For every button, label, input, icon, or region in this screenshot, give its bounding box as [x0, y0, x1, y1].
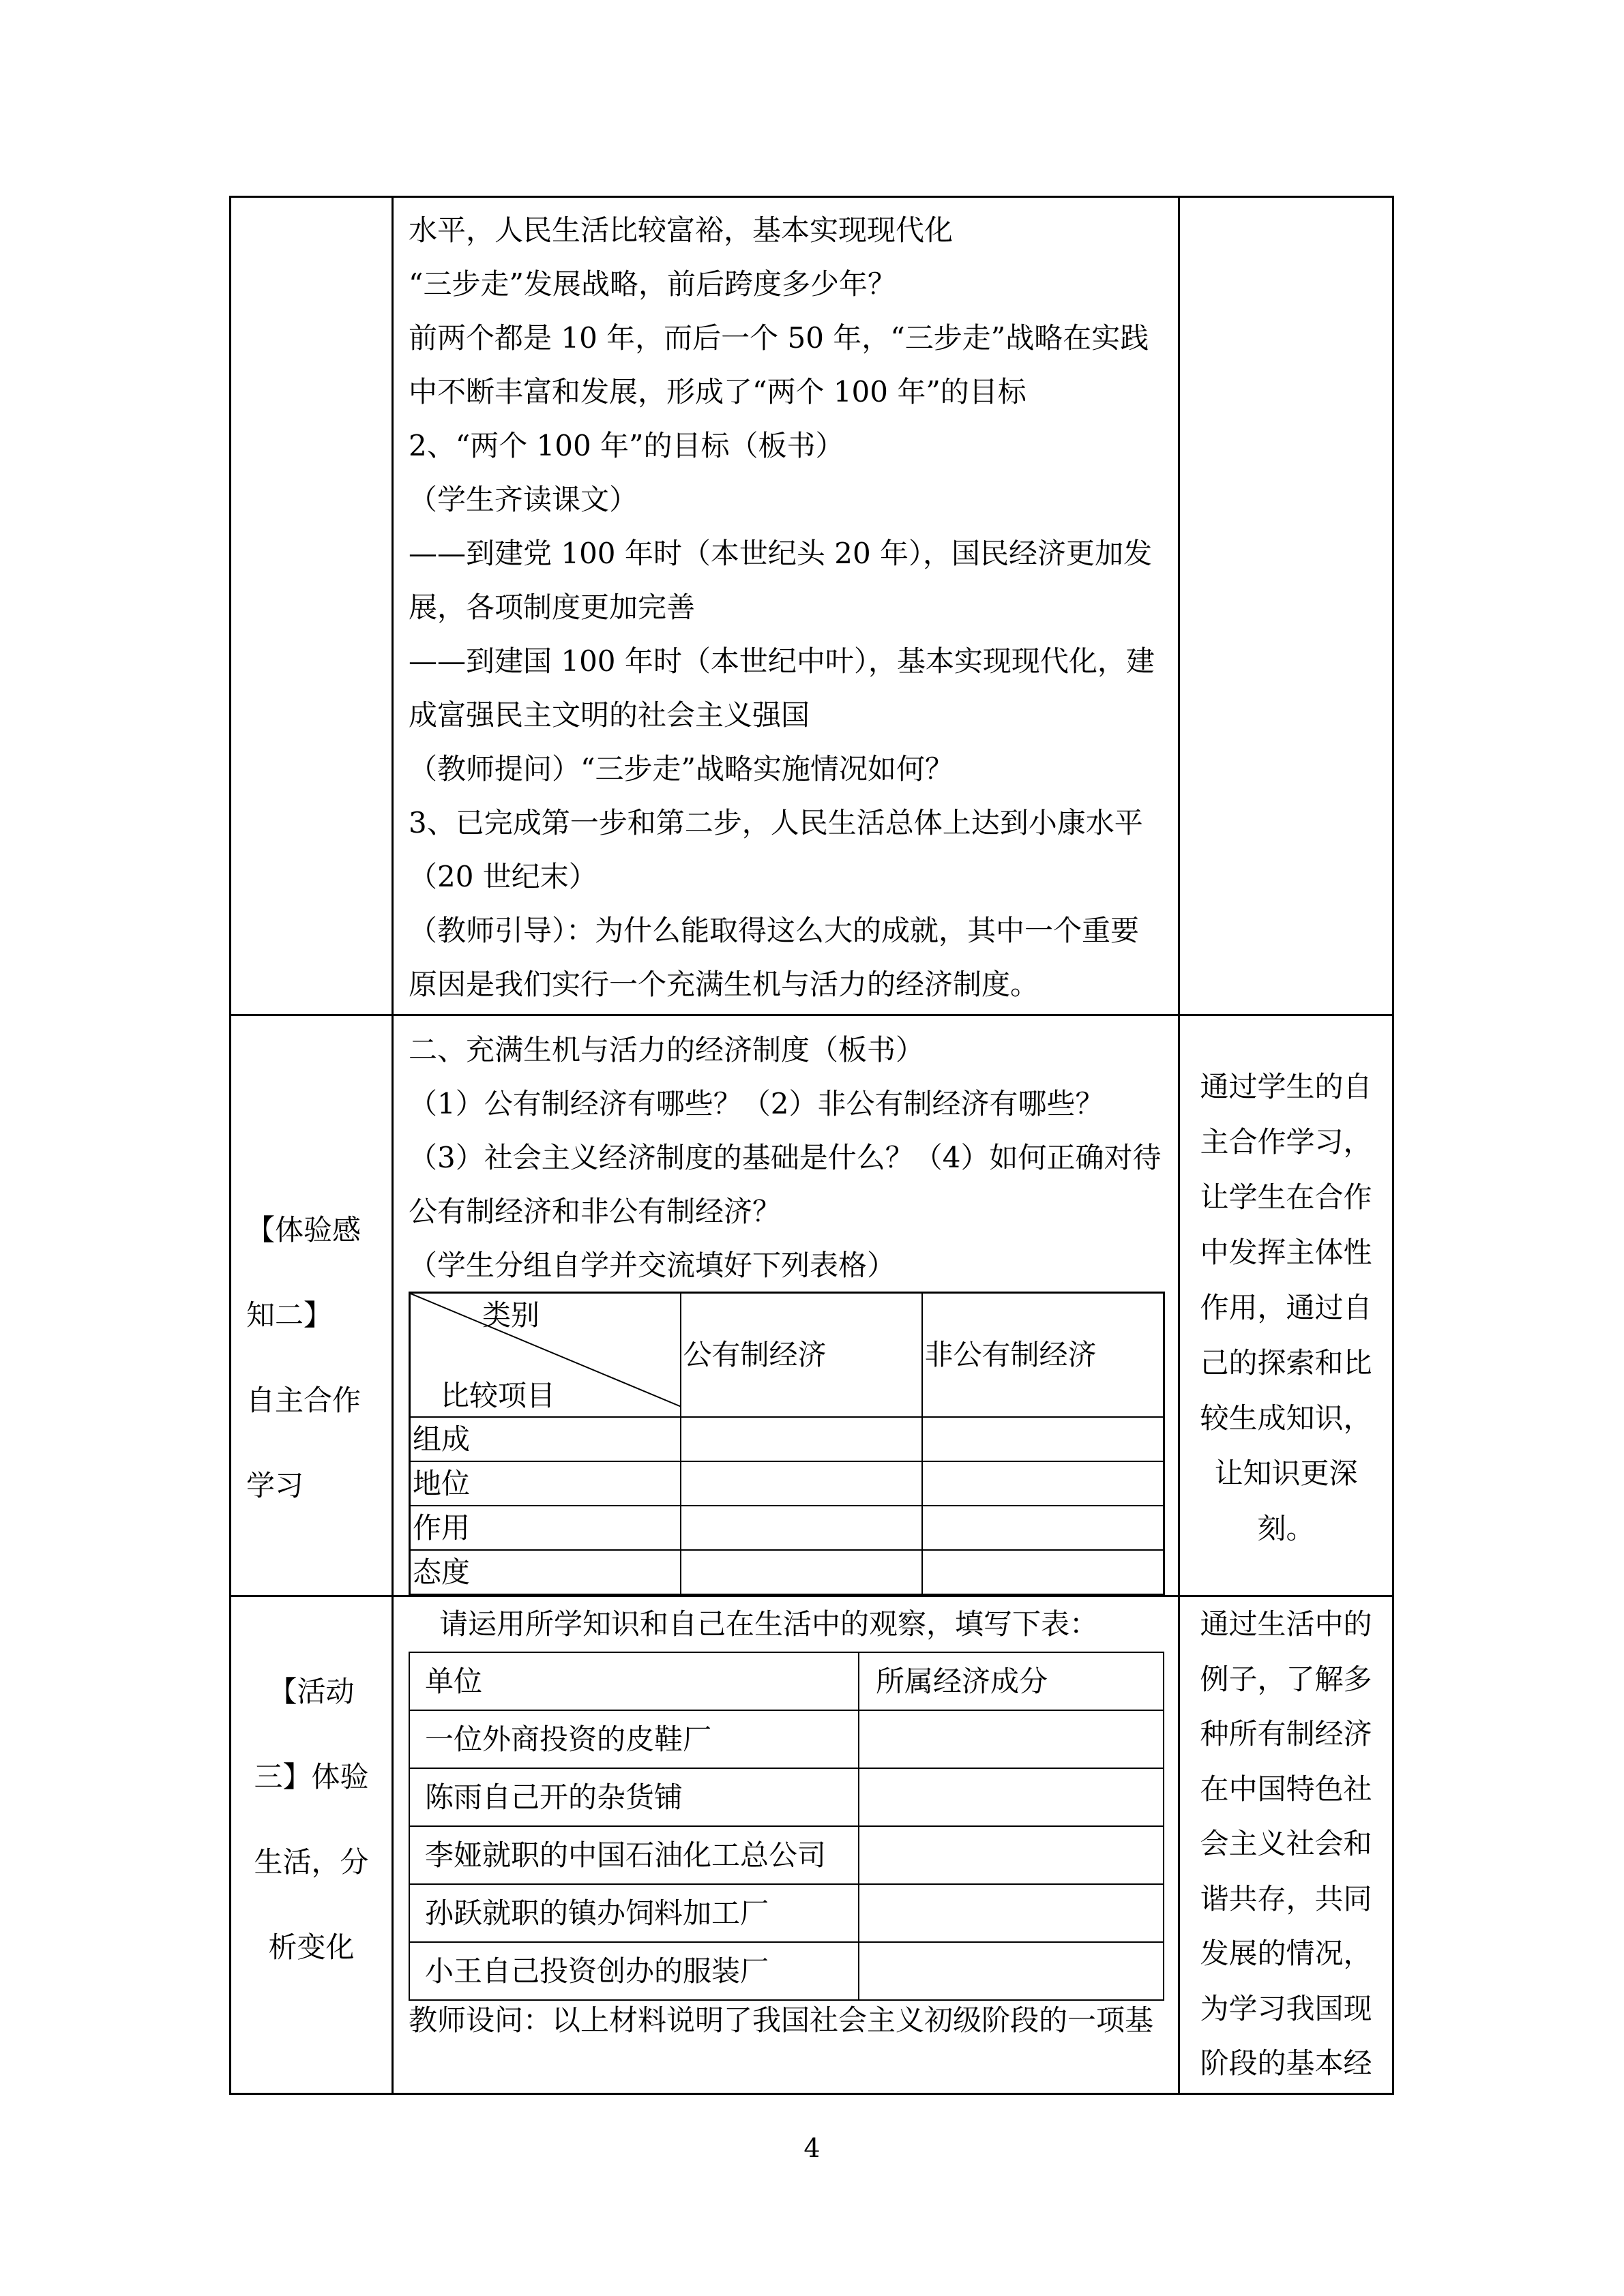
content-line: 展，各项制度更加完善 [409, 591, 696, 624]
blank-cell [681, 1461, 922, 1506]
table-row [409, 1768, 1164, 1826]
design-note-line: 在中国特色社 [1200, 1772, 1372, 1806]
design-note-line: 通过生活中的 [1200, 1607, 1372, 1641]
comparison-item-label: 比较项目 [441, 1379, 556, 1412]
content-line: 2、“两个 100 年”的目标（板书） [409, 429, 844, 462]
row-label-composition: 组成 [410, 1417, 681, 1461]
row3-content-cell [394, 1597, 1178, 2093]
content-line: 原因是我们实行一个充满生机与活力的经济制度。 [409, 968, 1039, 1001]
table-row [409, 1884, 1164, 1942]
blank-cell [859, 1826, 1164, 1884]
unit-name: 陈雨自己开的杂货铺 [409, 1768, 859, 1826]
table-row [409, 1826, 1164, 1884]
content-line: （学生齐读课文） [409, 483, 638, 516]
row3-note-cell [1180, 1597, 1392, 2093]
content-line: 中不断丰富和发展，形成了“两个 100 年”的目标 [409, 375, 1027, 408]
row1-note-cell [1180, 198, 1392, 1014]
economy-comparison-table [409, 1292, 1165, 1595]
design-note-line: 阶段的基本经 [1200, 2046, 1372, 2080]
row-label-role: 作用 [410, 1506, 681, 1550]
design-note-line: 己的探索和比 [1200, 1346, 1372, 1380]
row1-content-cell [394, 198, 1178, 1014]
design-note-line: 为学习我国现 [1200, 1991, 1372, 2025]
row1-label-cell [231, 198, 392, 1014]
table-row [410, 1506, 1164, 1550]
unit-header-row [409, 1652, 1164, 1710]
design-note-line: 通过学生的自 [1200, 1070, 1372, 1103]
teacher-question: 教师设问：以上材料说明了我国社会主义初级阶段的一项基 [409, 2003, 1154, 2037]
table-row [409, 1942, 1164, 2000]
row3-label-cell [231, 1597, 392, 2093]
content-line: 二、充满生机与活力的经济制度（板书） [409, 1033, 925, 1067]
table-row [410, 1417, 1164, 1461]
diagonal-header-cell [410, 1293, 681, 1418]
section-label-line: 三】体验 [254, 1760, 369, 1793]
blank-cell [859, 1942, 1164, 2000]
table-row [410, 1461, 1164, 1506]
diagonal-header-box [411, 1294, 680, 1416]
row-label-status: 地位 [410, 1461, 681, 1506]
comparison-header-row [410, 1293, 1164, 1418]
content-line: ——到建党 100 年时（本世纪头 20 年），国民经济更加发 [409, 537, 1153, 570]
content-line: （教师提问）“三步走”战略实施情况如何？ [409, 752, 954, 786]
unit-name: 一位外商投资的皮鞋厂 [409, 1710, 859, 1768]
section-label-line: 自主合作 [246, 1384, 361, 1417]
unit-ownership-table [409, 1652, 1164, 2001]
row2-label-cell [231, 1016, 392, 1595]
table-row [409, 1710, 1164, 1768]
row2-note-cell [1180, 1016, 1392, 1595]
content-line: ——到建国 100 年时（本世纪中叶），基本实现现代化，建 [409, 644, 1155, 678]
activity-instruction: 请运用所学知识和自己在生活中的观察，填写下表： [439, 1607, 1099, 1641]
design-note-line: 发展的情况， [1200, 1937, 1372, 1970]
content-line: 3、已完成第一步和第二步，人民生活总体上达到小康水平 [409, 806, 1143, 839]
section-label-line: 知二】 [246, 1298, 333, 1332]
row-label-attitude: 态度 [410, 1550, 681, 1595]
column-header-economic-component: 所属经济成分 [859, 1652, 1164, 1710]
content-line: （教师引导）：为什么能取得这么大的成就，其中一个重要 [409, 914, 1140, 947]
design-note-line: 较生成知识， [1200, 1401, 1372, 1435]
unit-name: 李娅就职的中国石油化工总公司 [409, 1826, 859, 1884]
column-header-unit: 单位 [409, 1652, 859, 1710]
design-note-line: 谐共存，共同 [1200, 1881, 1372, 1915]
design-note-line: 刻。 [1257, 1512, 1315, 1545]
design-note-line: 会主义社会和 [1200, 1827, 1372, 1860]
section-label-line: 【体验感 [246, 1213, 361, 1247]
row2-content-cell [394, 1016, 1178, 1595]
design-note-line: 让学生在合作 [1200, 1180, 1372, 1214]
content-line: （学生分组自学并交流填好下列表格） [409, 1249, 896, 1282]
content-line: 公有制经济和非公有制经济？ [409, 1195, 782, 1228]
content-line: “三步走”发展战略，前后跨度多少年？ [409, 267, 896, 301]
section-label-line: 学习 [246, 1469, 304, 1502]
design-note-line: 种所有制经济 [1200, 1717, 1372, 1750]
column-header-non-public-economy: 非公有制经济 [922, 1293, 1164, 1418]
blank-cell [859, 1884, 1164, 1942]
column-header-public-economy: 公有制经济 [681, 1293, 922, 1418]
design-note-line: 作用，通过自 [1200, 1291, 1372, 1324]
content-line: （3）社会主义经济制度的基础是什么？（4）如何正确对待 [409, 1141, 1162, 1174]
content-line: 水平，人民生活比较富裕，基本实现现代化 [409, 213, 954, 247]
content-line: （20 世纪末） [409, 860, 597, 893]
blank-cell [922, 1550, 1164, 1595]
blank-cell [681, 1506, 922, 1550]
blank-cell [859, 1710, 1164, 1768]
category-label: 类别 [482, 1298, 540, 1332]
table-row [410, 1550, 1164, 1595]
content-line: （1）公有制经济有哪些？（2）非公有制经济有哪些？ [409, 1087, 1104, 1120]
content-line: 成富强民主文明的社会主义强国 [409, 698, 810, 732]
blank-cell [859, 1768, 1164, 1826]
design-note-line: 让知识更深 [1214, 1457, 1358, 1490]
section-label-line: 生活，分 [254, 1845, 369, 1879]
design-note-line: 主合作学习， [1200, 1125, 1372, 1159]
blank-cell [922, 1506, 1164, 1550]
blank-cell [681, 1417, 922, 1461]
blank-cell [681, 1550, 922, 1595]
section-label-line: 【活动 [268, 1675, 355, 1708]
design-note-line: 中发挥主体性 [1200, 1236, 1372, 1269]
unit-name: 小王自己投资创办的服装厂 [409, 1942, 859, 2000]
blank-cell [922, 1461, 1164, 1506]
page-number: 4 [803, 2133, 821, 2163]
blank-cell [922, 1417, 1164, 1461]
section-label-line: 析变化 [268, 1930, 355, 1964]
design-note-line: 例子，了解多 [1200, 1662, 1372, 1696]
content-line: 前两个都是 10 年，而后一个 50 年，“三步走”战略在实践 [409, 321, 1149, 355]
unit-name: 孙跃就职的镇办饲料加工厂 [409, 1884, 859, 1942]
